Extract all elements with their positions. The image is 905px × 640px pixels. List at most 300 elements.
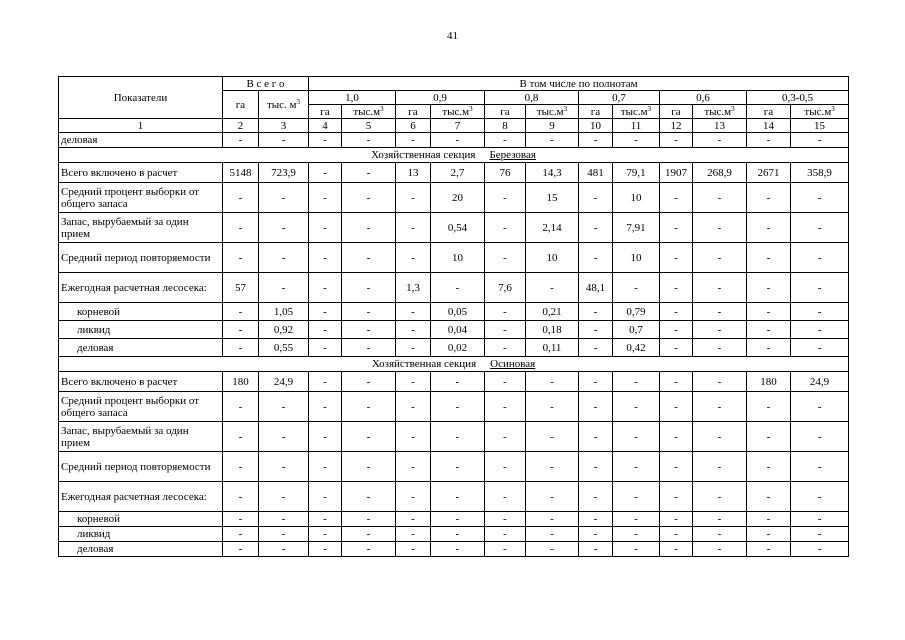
section-title	[59, 357, 849, 372]
table-cell: -	[526, 372, 579, 392]
table-cell: -	[791, 392, 849, 422]
column-number: 8	[485, 119, 526, 133]
table-cell: -	[791, 542, 849, 557]
table-cell: -	[660, 392, 693, 422]
table-cell: -	[579, 183, 613, 213]
table-cell: 1,3	[396, 273, 431, 303]
table-cell: -	[613, 422, 660, 452]
table-row	[59, 163, 849, 183]
table-cell: -	[223, 243, 259, 273]
row-label: Запас, вырубаемый за один прием	[59, 213, 223, 243]
table-cell: 10	[613, 183, 660, 213]
table-row	[59, 273, 849, 303]
table-cell: -	[342, 183, 396, 213]
table-row	[59, 452, 849, 482]
table-cell: -	[223, 213, 259, 243]
table-cell: -	[660, 213, 693, 243]
table-cell: -	[613, 273, 660, 303]
table-cell: -	[223, 339, 259, 357]
table-cell: -	[223, 133, 259, 148]
section-header-row	[59, 357, 849, 372]
table-cell: -	[223, 527, 259, 542]
header-density: 0,7	[579, 91, 660, 105]
table-cell: -	[396, 133, 431, 148]
table-cell: -	[693, 542, 747, 557]
table-cell: 7,6	[485, 273, 526, 303]
table-cell: -	[342, 243, 396, 273]
table-cell: -	[579, 133, 613, 148]
table-cell: 180	[223, 372, 259, 392]
table-cell: -	[342, 452, 396, 482]
table-cell: -	[223, 422, 259, 452]
table-cell: -	[309, 163, 342, 183]
row-label: ликвид	[59, 527, 223, 542]
header-unit-volume: $тыс.м^3$	[342, 105, 396, 119]
table-cell: -	[485, 392, 526, 422]
table-cell: -	[309, 273, 342, 303]
table-cell: -	[791, 303, 849, 321]
header-unit-ha: га	[660, 105, 693, 119]
table-row	[59, 372, 849, 392]
column-number: 12	[660, 119, 693, 133]
table-cell: -	[396, 512, 431, 527]
table-cell: 723,9	[259, 163, 309, 183]
table-cell: -	[791, 321, 849, 339]
table-cell: -	[309, 542, 342, 557]
row-label: Ежегодная расчетная лесосека:	[59, 273, 223, 303]
page-number: 41	[447, 30, 458, 42]
table-row	[59, 512, 849, 527]
table-cell: -	[485, 452, 526, 482]
table-cell: -	[613, 482, 660, 512]
table-cell: -	[309, 133, 342, 148]
table-cell: 0,02	[431, 339, 485, 357]
table-cell: 180	[747, 372, 791, 392]
table-cell: -	[660, 339, 693, 357]
table-cell: -	[791, 273, 849, 303]
table-cell: -	[431, 527, 485, 542]
table-cell: -	[693, 339, 747, 357]
table-cell: -	[693, 452, 747, 482]
table-cell: -	[485, 512, 526, 527]
header-unit-volume: $тыс.м^3$	[613, 105, 660, 119]
table-cell: -	[579, 482, 613, 512]
table-cell: -	[309, 452, 342, 482]
table-cell: -	[693, 512, 747, 527]
table-cell: -	[342, 542, 396, 557]
table-cell: 10	[431, 243, 485, 273]
table-cell: 7,91	[613, 213, 660, 243]
table-cell: -	[526, 527, 579, 542]
table-cell: 0,04	[431, 321, 485, 339]
table-cell: -	[309, 527, 342, 542]
table-cell: -	[485, 133, 526, 148]
table-cell: -	[747, 392, 791, 422]
header-including: В том числе по полнотам	[309, 77, 849, 91]
table-cell: -	[485, 527, 526, 542]
table-row	[59, 243, 849, 273]
table-cell: -	[259, 422, 309, 452]
table-cell: -	[431, 273, 485, 303]
table-cell: 0,7	[613, 321, 660, 339]
table-cell: -	[485, 303, 526, 321]
table-row	[59, 321, 849, 339]
table-cell: -	[309, 482, 342, 512]
table-cell: 20	[431, 183, 485, 213]
table-cell: -	[259, 183, 309, 213]
table-cell: -	[396, 422, 431, 452]
table-cell: -	[613, 452, 660, 482]
table-cell: 10	[613, 243, 660, 273]
table-cell: -	[309, 303, 342, 321]
row-label: Всего включено в расчет	[59, 163, 223, 183]
table-cell: 15	[526, 183, 579, 213]
table-cell: -	[693, 422, 747, 452]
column-number: 3	[259, 119, 309, 133]
table-cell: -	[660, 512, 693, 527]
table-cell: -	[342, 273, 396, 303]
allowable-cut-table	[58, 76, 849, 557]
table-cell: -	[791, 213, 849, 243]
header-density: 0,3-0,5	[747, 91, 849, 105]
table-cell: -	[223, 542, 259, 557]
table-cell: -	[660, 243, 693, 273]
table-cell: -	[259, 527, 309, 542]
table-cell: -	[342, 482, 396, 512]
table-cell: -	[342, 392, 396, 422]
table-cell: -	[526, 392, 579, 422]
table-cell: -	[747, 133, 791, 148]
table-row	[59, 392, 849, 422]
table-cell: -	[309, 213, 342, 243]
table-cell: -	[579, 542, 613, 557]
table-cell: -	[342, 527, 396, 542]
section-header-row	[59, 148, 849, 163]
table-cell: 2,14	[526, 213, 579, 243]
table-cell: -	[431, 133, 485, 148]
table-cell: -	[223, 482, 259, 512]
table-cell: -	[526, 273, 579, 303]
table-cell: -	[660, 422, 693, 452]
table-cell: -	[309, 422, 342, 452]
table-cell: -	[613, 372, 660, 392]
table-row	[59, 133, 849, 148]
table-cell: 24,9	[259, 372, 309, 392]
table-cell: -	[309, 339, 342, 357]
row-label: Средний процент выборки от общего запаса	[59, 183, 223, 213]
table-cell: -	[579, 321, 613, 339]
table-cell: -	[579, 392, 613, 422]
table-cell: -	[342, 321, 396, 339]
table-cell: -	[223, 512, 259, 527]
section-title-prefix: Хозяйственная секция	[371, 149, 476, 161]
table-cell: 14,3	[526, 163, 579, 183]
table-cell: -	[223, 321, 259, 339]
table-cell: -	[431, 452, 485, 482]
table-cell: 0,92	[259, 321, 309, 339]
table-cell: -	[579, 452, 613, 482]
table-cell: -	[309, 392, 342, 422]
table-cell: -	[747, 243, 791, 273]
table-row	[59, 422, 849, 452]
table-cell: -	[747, 422, 791, 452]
table-cell: 57	[223, 273, 259, 303]
table-row	[59, 183, 849, 213]
table-cell: -	[693, 133, 747, 148]
table-cell: -	[660, 527, 693, 542]
table-cell: 0,55	[259, 339, 309, 357]
table-cell: 5148	[223, 163, 259, 183]
header-unit-ha: га	[309, 105, 342, 119]
table-cell: -	[693, 273, 747, 303]
header-density: 1,0	[309, 91, 396, 105]
header-total-volume: тыс. $м^3$	[259, 91, 309, 119]
table-cell: -	[431, 422, 485, 452]
table-cell: -	[791, 422, 849, 452]
table-cell: -	[259, 213, 309, 243]
table-cell: -	[660, 273, 693, 303]
row-label: корневой	[59, 512, 223, 527]
table-cell: -	[223, 452, 259, 482]
table-cell: -	[747, 527, 791, 542]
column-number: 15	[791, 119, 849, 133]
table-cell: -	[660, 542, 693, 557]
table-cell: -	[791, 512, 849, 527]
table-cell: -	[747, 273, 791, 303]
table-cell: -	[791, 527, 849, 542]
column-number: 14	[747, 119, 791, 133]
table-cell: -	[485, 243, 526, 273]
table-cell: 0,05	[431, 303, 485, 321]
table-cell: 0,11	[526, 339, 579, 357]
table-cell: -	[259, 273, 309, 303]
table-cell: -	[259, 243, 309, 273]
header-unit-volume: $тыс.м^3$	[526, 105, 579, 119]
table-cell: -	[526, 542, 579, 557]
row-label: ликвид	[59, 321, 223, 339]
table-cell: -	[342, 133, 396, 148]
section-title-prefix: Хозяйственная секция	[371, 358, 477, 370]
table-cell: -	[431, 512, 485, 527]
header-unit-volume: $тыс.м^3$	[791, 105, 849, 119]
table-cell: 268,9	[693, 163, 747, 183]
table-cell: 0,42	[613, 339, 660, 357]
row-label: Средний процент выборки от общего запаса	[59, 392, 223, 422]
column-number: 11	[613, 119, 660, 133]
table-cell: -	[342, 303, 396, 321]
table-cell: -	[579, 512, 613, 527]
table-cell: -	[396, 542, 431, 557]
table-cell: -	[396, 213, 431, 243]
table-cell: 481	[579, 163, 613, 183]
table-cell: -	[259, 542, 309, 557]
table-cell: -	[431, 542, 485, 557]
header-unit-ha: га	[579, 105, 613, 119]
row-label: деловая	[59, 542, 223, 557]
row-label: Запас, вырубаемый за один прием	[59, 422, 223, 452]
row-label: Ежегодная расчетная лесосека:	[59, 482, 223, 512]
table-cell: -	[791, 243, 849, 273]
header-unit-ha: га	[396, 105, 431, 119]
table-cell: -	[693, 321, 747, 339]
table-cell: -	[693, 372, 747, 392]
table-cell: -	[259, 133, 309, 148]
table-cell: -	[309, 321, 342, 339]
table-cell: -	[485, 482, 526, 512]
table-cell: -	[693, 392, 747, 422]
table-cell: 0,18	[526, 321, 579, 339]
table-cell: -	[579, 422, 613, 452]
table-cell: -	[747, 213, 791, 243]
table-cell: -	[396, 482, 431, 512]
table-cell: 0,54	[431, 213, 485, 243]
table-cell: -	[693, 527, 747, 542]
table-cell: -	[223, 183, 259, 213]
table-cell: -	[259, 452, 309, 482]
table-cell: -	[485, 339, 526, 357]
table-cell: -	[309, 243, 342, 273]
table-cell: 13	[396, 163, 431, 183]
column-number: 2	[223, 119, 259, 133]
table-cell: -	[396, 183, 431, 213]
table-cell: -	[660, 372, 693, 392]
table-cell: -	[693, 183, 747, 213]
table-cell: 1,05	[259, 303, 309, 321]
table-cell: -	[431, 482, 485, 512]
table-cell: -	[747, 512, 791, 527]
table-cell: -	[259, 482, 309, 512]
header-density: 0,6	[660, 91, 747, 105]
table-row	[59, 339, 849, 357]
table-cell: -	[526, 133, 579, 148]
table-cell: -	[485, 183, 526, 213]
row-label: корневой	[59, 303, 223, 321]
table-cell: -	[309, 183, 342, 213]
column-number: 13	[693, 119, 747, 133]
row-label: Средний период повторяемости	[59, 243, 223, 273]
table-cell: -	[259, 392, 309, 422]
table-row	[59, 527, 849, 542]
header-unit-volume: $тыс.м^3$	[431, 105, 485, 119]
table-cell: -	[747, 339, 791, 357]
table-cell: -	[693, 213, 747, 243]
table-cell: -	[309, 372, 342, 392]
table-cell: -	[791, 133, 849, 148]
section-title-name: Березовая	[489, 149, 536, 161]
table-cell: -	[613, 512, 660, 527]
table-cell: -	[660, 482, 693, 512]
column-number: 5	[342, 119, 396, 133]
table-cell: -	[396, 339, 431, 357]
table-cell: 2671	[747, 163, 791, 183]
header-density: 0,9	[396, 91, 485, 105]
table-cell: -	[579, 372, 613, 392]
table-cell: -	[526, 512, 579, 527]
table-cell: -	[791, 339, 849, 357]
table-row	[59, 542, 849, 557]
table-cell: 0,79	[613, 303, 660, 321]
table-cell: -	[579, 243, 613, 273]
column-number: 10	[579, 119, 613, 133]
table-cell: -	[259, 512, 309, 527]
table-cell: -	[660, 303, 693, 321]
table-cell: -	[791, 452, 849, 482]
table-cell: -	[342, 422, 396, 452]
header-unit-volume: $тыс.м^3$	[693, 105, 747, 119]
table-cell: -	[485, 422, 526, 452]
table-cell: 79,1	[613, 163, 660, 183]
section-title-name: Осиновая	[490, 358, 536, 370]
table-cell: -	[342, 213, 396, 243]
table-cell: -	[526, 452, 579, 482]
table-cell: -	[396, 303, 431, 321]
row-label: деловая	[59, 339, 223, 357]
header-unit-ha: га	[485, 105, 526, 119]
table-cell: -	[342, 163, 396, 183]
table-cell: -	[613, 527, 660, 542]
table-cell: 358,9	[791, 163, 849, 183]
column-number: 4	[309, 119, 342, 133]
table-cell: -	[747, 183, 791, 213]
row-label: деловая	[59, 133, 223, 148]
table-cell: -	[579, 303, 613, 321]
table-cell: -	[396, 321, 431, 339]
table-cell: -	[747, 482, 791, 512]
table-cell: -	[693, 303, 747, 321]
table-cell: -	[579, 339, 613, 357]
table-cell: -	[396, 527, 431, 542]
table-cell: -	[660, 133, 693, 148]
table-cell: -	[660, 321, 693, 339]
table-cell: 2,7	[431, 163, 485, 183]
header-total-ha: га	[223, 91, 259, 119]
table-cell: -	[613, 133, 660, 148]
table-cell: -	[526, 482, 579, 512]
table-cell: -	[579, 527, 613, 542]
table-cell: -	[660, 183, 693, 213]
column-number: 9	[526, 119, 579, 133]
table-cell: -	[693, 482, 747, 512]
table-cell: -	[431, 392, 485, 422]
table-cell: -	[693, 243, 747, 273]
table-cell: -	[223, 392, 259, 422]
table-cell: -	[613, 392, 660, 422]
table-cell: -	[485, 213, 526, 243]
table-cell: -	[396, 392, 431, 422]
table-row	[59, 303, 849, 321]
table-cell: 0,21	[526, 303, 579, 321]
table-cell: -	[791, 482, 849, 512]
table-cell: -	[747, 542, 791, 557]
table-cell: -	[396, 243, 431, 273]
table-cell: -	[223, 303, 259, 321]
table-cell: -	[747, 452, 791, 482]
table-cell: -	[485, 372, 526, 392]
table-cell: -	[342, 339, 396, 357]
table-cell: -	[791, 183, 849, 213]
column-number: 6	[396, 119, 431, 133]
table-cell: -	[660, 452, 693, 482]
column-number: 7	[431, 119, 485, 133]
section-title	[59, 148, 849, 163]
header-density: 0,8	[485, 91, 579, 105]
table-cell: 76	[485, 163, 526, 183]
table-cell: -	[342, 512, 396, 527]
table-cell: -	[396, 372, 431, 392]
table-cell: -	[431, 372, 485, 392]
table-cell: 24,9	[791, 372, 849, 392]
table-cell: -	[396, 452, 431, 482]
